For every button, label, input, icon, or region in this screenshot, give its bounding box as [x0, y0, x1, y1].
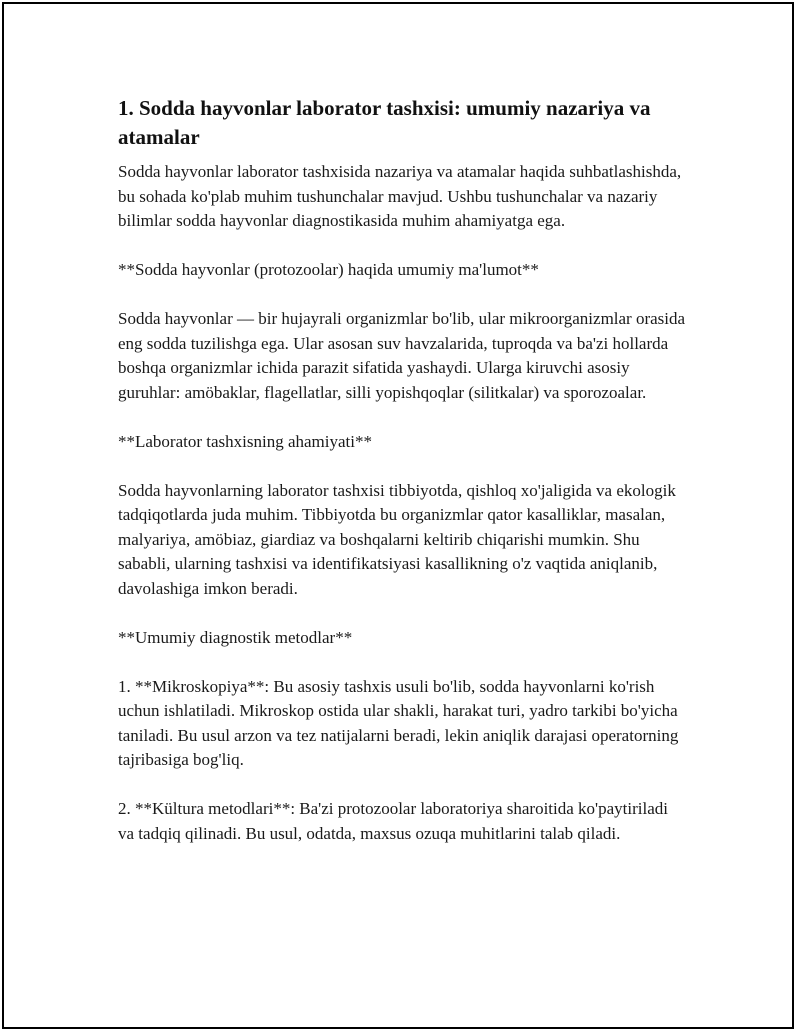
method-microscopy-paragraph: 1. **Mikroskopiya**: Bu asosiy tashxis usuli bo'lib, sodda hayvonlarni ko'rish uchun ishlatiladi. Mikroskop ostida ular shakli, harakat turi, yadro tarkibi bo'yicha taniladi. Bu usul arzon va tez natijalarni beradi, lekin aniqlik darajasi operatorning tajribasiga bog'liq.	[118, 676, 679, 769]
intro-paragraph: Sodda hayvonlar laborator tashxisida nazariya va atamalar haqida suhbatlashishda, bu sohada ko'plab muhim tushunchalar mavjud. Ushbu tushunchalar va nazariy bilimlar sodda hayvonlar diagnostikasida muhim ahamiyatga ega.	[118, 162, 682, 230]
subheading-general-info: **Sodda hayvonlar (protozoolar) haqida umumiy ma'lumot**	[118, 260, 539, 279]
subheading-lab-importance: **Laborator tashxisning ahamiyati**	[118, 431, 372, 451]
document-body	[118, 94, 688, 871]
subheading-diagnostic-methods: **Umumiy diagnostik metodlar**	[118, 627, 353, 647]
protozoa-description-paragraph: Sodda hayvonlar — bir hujayrali organizmlar bo'lib, ular mikroorganizmlar orasida eng sodda tuzilishga ega. Ular asosan suv havzalarida, tuproqda va ba'zi hollarda boshqa organizmlar ichida parazit sifatida yashaydi. Ularga kiruvchi asosiy guruhlar: amöbaklar, flagellatlar, silli yopishqoqlar (silitkalar) va sporozoalar.	[118, 309, 686, 402]
lab-importance-paragraph: Sodda hayvonlarning laborator tashxisi tibbiyotda, qishloq xo'jaligida va ekologik tadqiqotlarda juda muhim. Tibbiyotda bu organizmlar qator kasalliklar, masalan, malyariya, amöbiaz, giardiaz va boshqalarni keltirib chiqarishi mumkin. Shu sababli, ularning tashxisi va identifikatsiyasi kasallikning o'z vaqtida aniqlanib, davolashiga imkon beradi.	[118, 480, 676, 598]
method-culture-paragraph: 2. **Kültura metodlari**: Ba'zi protozoolar laboratoriya sharoitida ko'paytiriladi va tadqiq qilinadi. Bu usul, odatda, maxsus ozuqa muhitlarini talab qiladi.	[118, 799, 668, 843]
section-heading: 1. Sodda hayvonlar laborator tashxisi: umumiy nazariya va atamalar	[118, 96, 651, 149]
